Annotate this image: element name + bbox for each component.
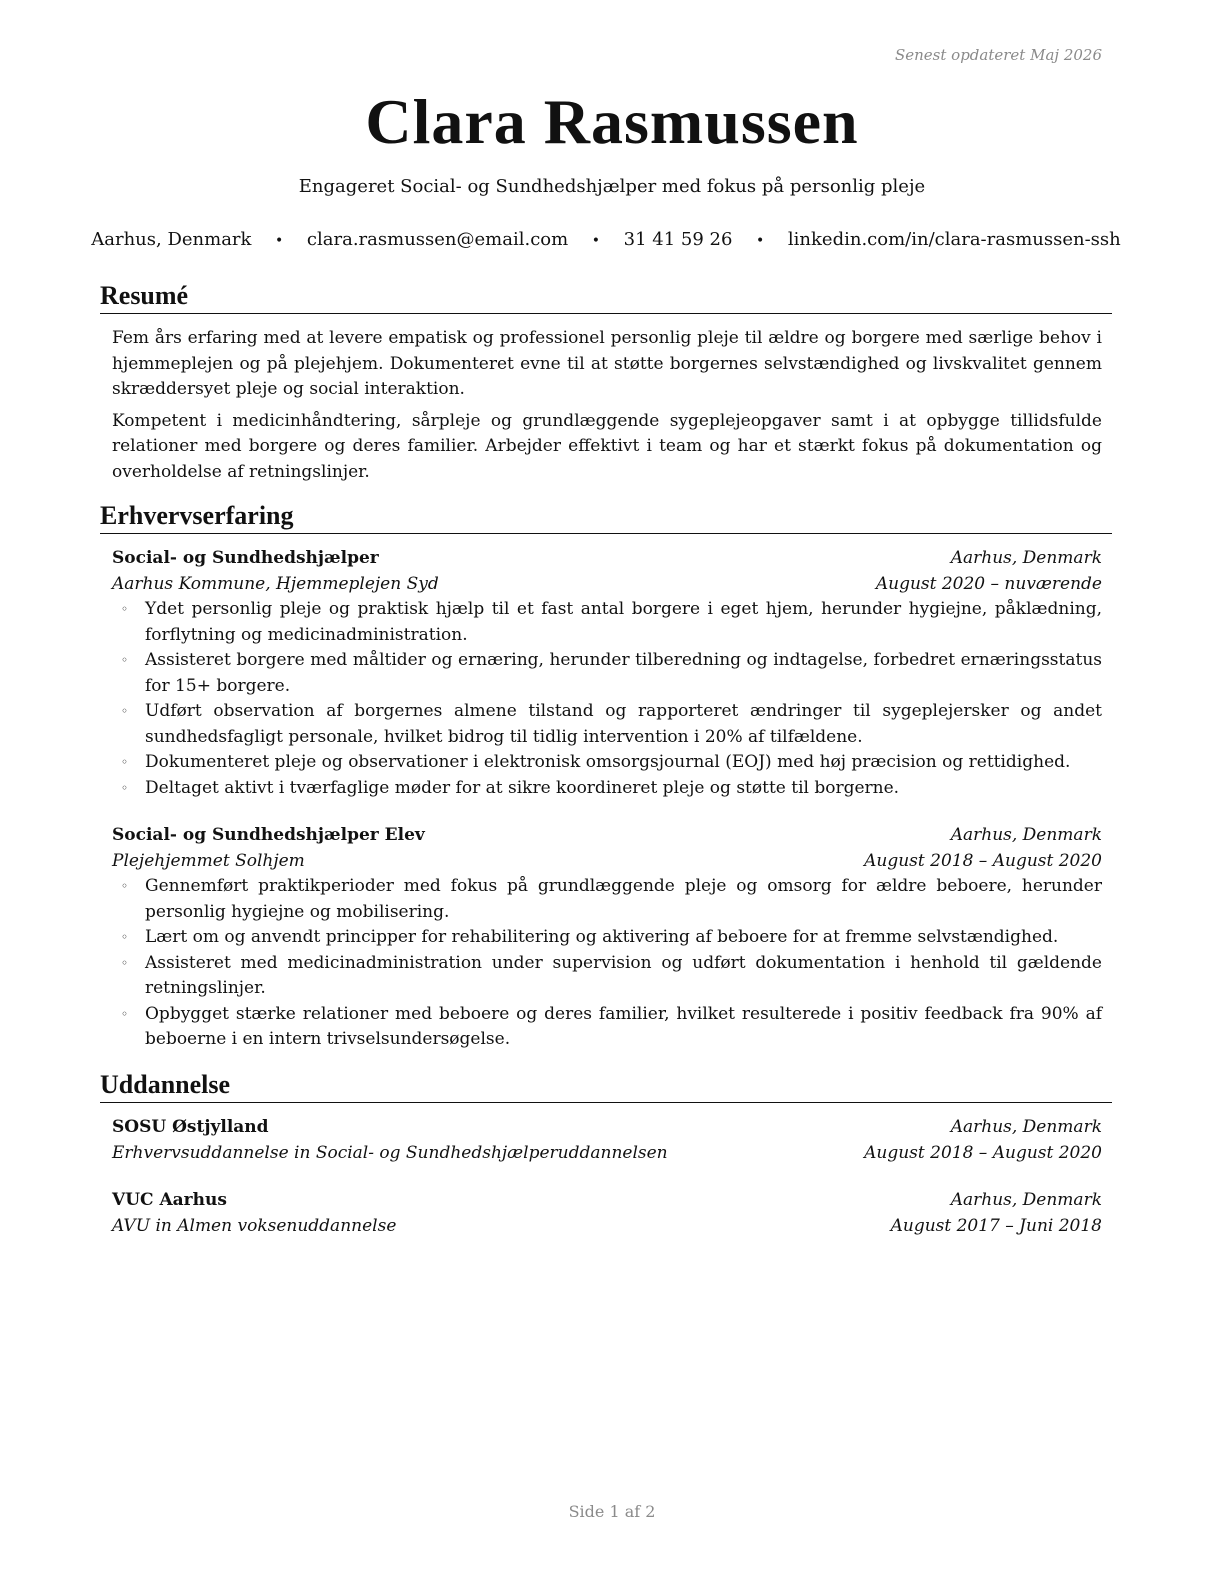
contact-location: Aarhus, Denmark	[91, 229, 252, 250]
bullet-circle-icon: ◦	[121, 1006, 129, 1021]
bullet-circle-icon: ◦	[121, 704, 129, 718]
bullet-circle-icon: ◦	[121, 930, 129, 944]
job-entry	[112, 546, 1102, 801]
degree-name: Erhvervsuddannelse in Social- og Sundhedshjælperuddannelsen	[112, 1142, 668, 1163]
last-updated-note: Senest opdateret Maj 2026	[894, 46, 1102, 64]
bullet-circle-icon: ◦	[121, 653, 129, 667]
bullet-circle-icon: ◦	[121, 780, 129, 795]
list-item	[112, 951, 1102, 1002]
bullet-text: Udført observation af borgernes almene tilstand og rapporteret ændringer til sygeplejersker og andet sundhedsfagligt personale, hvilket bidrog til tidlig intervention i 20% af tilfældene.	[145, 701, 1102, 747]
job-location: Aarhus, Denmark	[950, 548, 1102, 568]
job-role: Social- og Sundhedshjælper	[112, 548, 379, 568]
job-dates: August 2020 – nuværende	[875, 573, 1102, 594]
education-entry	[112, 1115, 1102, 1166]
list-item	[112, 874, 1102, 925]
job-entry	[112, 823, 1102, 1053]
summary-paragraph: Kompetent i medicinhåndtering, sårpleje og grundlæggende sygeplejeopgaver samt i at opbygge tillidsfulde relationer med borgere og deres familier. Arbejder effektivt i team og har et stærkt fokus på dokumentation og overholdelse af retningslinjer.	[112, 410, 1102, 482]
page-number: Side 1 af 2	[568, 1502, 656, 1521]
list-item	[112, 925, 1102, 951]
list-item	[112, 776, 1102, 802]
bullet-text: Assisteret med medicinadministration under supervision og udført dokumentation i henhold til gældende retningslinjer.	[145, 952, 1102, 998]
job-bullet-list	[112, 597, 1102, 801]
contact-linkedin[interactable]: linkedin.com/in/clara-rasmussen-ssh	[787, 229, 1121, 250]
experience-body	[100, 534, 1112, 1053]
section-title-experience: Erhvervserfaring	[100, 500, 1112, 534]
degree-name: AVU in Almen voksenuddannelse	[112, 1215, 397, 1236]
separator-dot: •	[756, 233, 765, 249]
job-role: Social- og Sundhedshjælper Elev	[112, 825, 425, 845]
list-item	[112, 648, 1102, 699]
education-entry	[112, 1188, 1102, 1239]
bullet-text: Deltaget aktivt i tværfaglige møder for at sikre koordineret pleje og støtte til borgerne.	[145, 777, 900, 798]
school-location: Aarhus, Denmark	[950, 1190, 1102, 1210]
education-section	[100, 1069, 1112, 1239]
bullet-circle-icon: ◦	[121, 879, 129, 893]
summary-section	[100, 280, 1112, 485]
summary-body	[100, 314, 1112, 485]
bullet-text: Assisteret borgere med måltider og ernæring, herunder tilberedning og indtagelse, forbedret ernæringsstatus for 15+ borgere.	[145, 650, 1102, 696]
bullet-text: Gennemført praktikperioder med fokus på grundlæggende pleje og omsorg for ældre beboere, herunder personlig hygiejne og mobilisering.	[145, 876, 1102, 922]
school-name: SOSU Østjylland	[112, 1117, 269, 1137]
bullet-circle-icon: ◦	[121, 955, 129, 970]
education-dates: August 2017 – Juni 2018	[890, 1215, 1102, 1236]
list-item	[112, 1002, 1102, 1053]
school-name: VUC Aarhus	[112, 1190, 227, 1210]
job-bullet-list	[112, 874, 1102, 1053]
list-item	[112, 699, 1102, 750]
bullet-text: Dokumenteret pleje og observationer i elektronisk omsorgsjournal (EOJ) med høj præcision og rettidighed.	[145, 752, 1071, 772]
bullet-text: Lært om og anvendt principper for rehabilitering og aktivering af beboere for at fremme selvstændighed.	[145, 927, 1059, 947]
job-employer: Plejehjemmet Solhjem	[112, 850, 305, 871]
job-location: Aarhus, Denmark	[950, 825, 1102, 845]
bullet-circle-icon: ◦	[121, 755, 129, 769]
bullet-circle-icon: ◦	[121, 602, 129, 616]
section-title-summary: Resumé	[100, 280, 1112, 314]
contact-line	[0, 228, 1212, 253]
school-location: Aarhus, Denmark	[950, 1117, 1102, 1137]
tagline: Engageret Social- og Sundhedshjælper med fokus på personlig pleje	[298, 176, 926, 197]
section-title-education: Uddannelse	[100, 1069, 1112, 1103]
job-dates: August 2018 – August 2020	[864, 850, 1102, 871]
job-employer: Aarhus Kommune, Hjemmeplejen Syd	[112, 573, 439, 594]
list-item	[112, 750, 1102, 776]
separator-dot: •	[275, 233, 284, 249]
education-body	[100, 1103, 1112, 1239]
summary-paragraph: Fem års erfaring med at levere empatisk og professionel personlig pleje til ældre og borgere med særlige behov i hjemmeplejen og på plejehjem. Dokumenteret evne til at støtte borgernes selvstændighed og livskvalitet gennem skræddersyet pleje og social interaktion.	[112, 328, 1102, 399]
separator-dot: •	[591, 233, 601, 249]
list-item	[112, 597, 1102, 648]
bullet-text: Opbygget stærke relationer med beboere og deres familier, hvilket resulterede i positiv feedback fra 90% af beboerne i en intern trivselsundersøgelse.	[145, 1003, 1102, 1049]
bullet-text: Ydet personlig pleje og praktisk hjælp til et fast antal borgere i eget hjem, herunder hygiejne, påklædning, forflytning og medicinadministration.	[145, 599, 1102, 645]
contact-phone: 31 41 59 26	[623, 229, 733, 250]
candidate-name: Clara Rasmussen	[365, 86, 859, 157]
contact-email[interactable]: clara.rasmussen@email.com	[306, 229, 569, 250]
education-dates: August 2018 – August 2020	[864, 1142, 1102, 1163]
experience-section	[100, 500, 1112, 1053]
